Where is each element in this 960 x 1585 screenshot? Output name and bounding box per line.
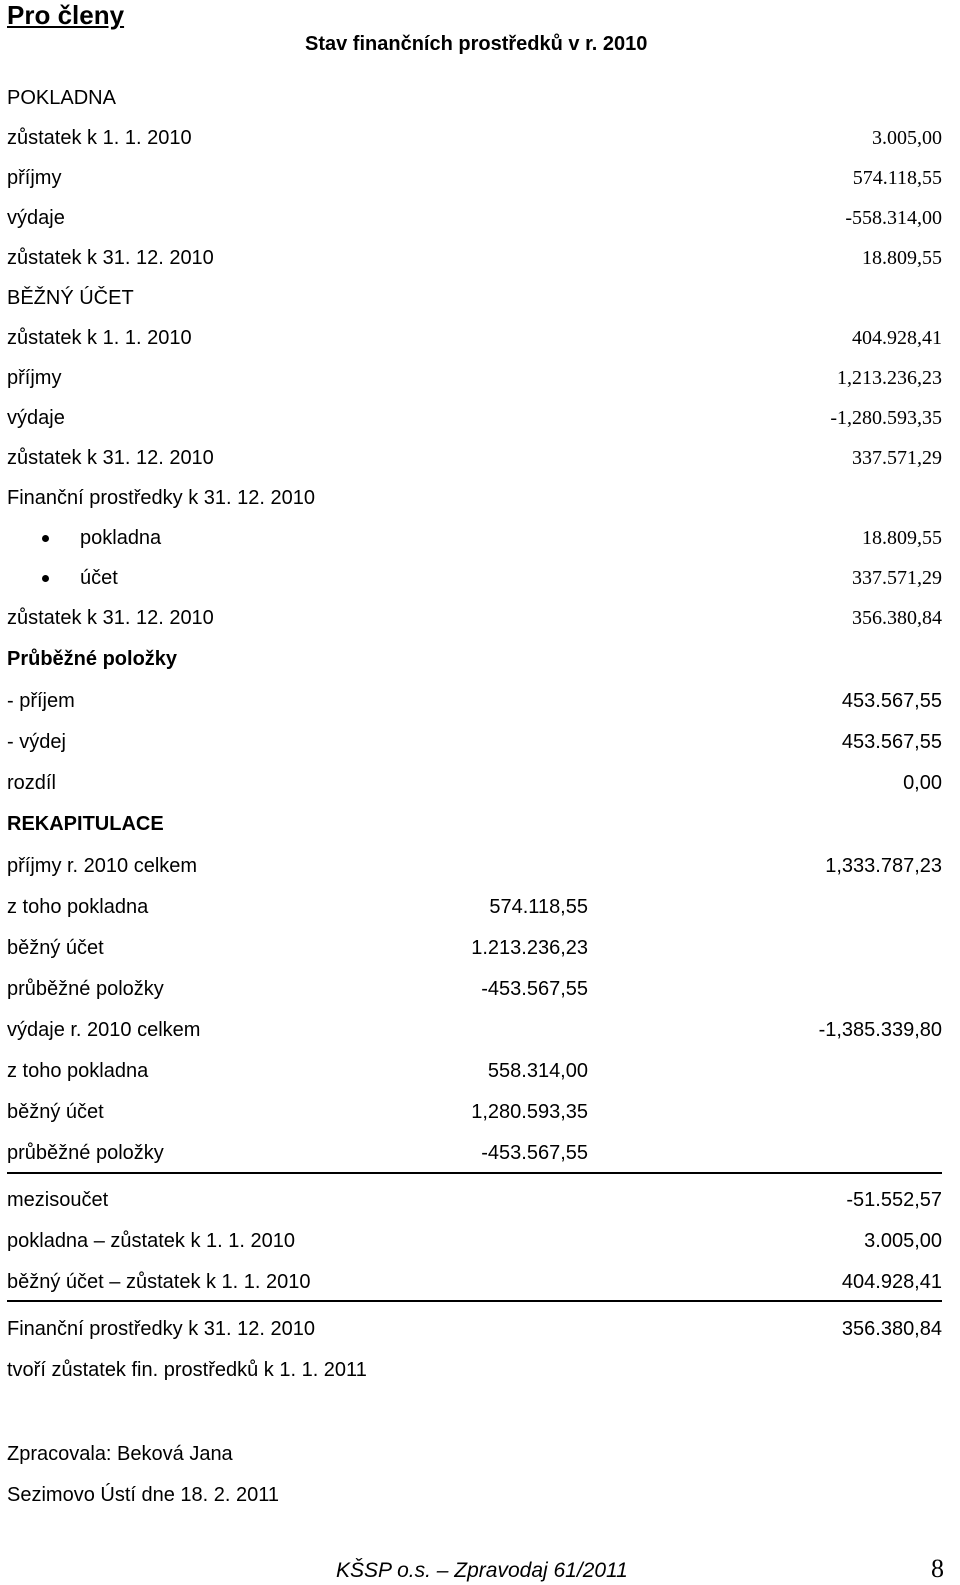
financni-bullet-label: pokladna xyxy=(80,527,162,549)
section-bezny-ucet: BĚŽNÝ ÚČET xyxy=(7,287,134,309)
summary-row-label: mezisoučet xyxy=(7,1189,109,1211)
pokladna-row-value: -558.314,00 xyxy=(845,207,942,229)
bullet-icon xyxy=(42,575,49,582)
section-financni-prostredky: Finanční prostředky k 31. 12. 2010 xyxy=(7,487,315,509)
bezny-ucet-row-label: zůstatek k 1. 1. 2010 xyxy=(7,327,192,349)
pokladna-row-value: 574.118,55 xyxy=(852,167,942,189)
prubezne-row-label: - výdej xyxy=(7,731,66,753)
vydaje-item-label: z toho pokladna xyxy=(7,1060,149,1082)
vydaje-total-label: výdaje r. 2010 celkem xyxy=(7,1019,201,1041)
pokladna-row-label: zůstatek k 31. 12. 2010 xyxy=(7,247,214,269)
bezny-ucet-row-label: výdaje xyxy=(7,407,65,429)
prubezne-row-value: 453.567,55 xyxy=(841,690,942,712)
divider xyxy=(7,1172,942,1174)
financni-bullet-value: 337.571,29 xyxy=(852,567,942,589)
summary-row-label: běžný účet – zůstatek k 1. 1. 2010 xyxy=(7,1271,311,1293)
prijmy-total-value: 1,333.787,23 xyxy=(825,855,942,877)
section-pokladna: POKLADNA xyxy=(7,87,116,109)
final-total-label: Finanční prostředky k 31. 12. 2010 xyxy=(7,1318,315,1340)
bezny-ucet-row-label: zůstatek k 31. 12. 2010 xyxy=(7,447,214,469)
summary-row-value: 3.005,00 xyxy=(864,1230,942,1252)
prepared-by: Zpracovala: Beková Jana xyxy=(7,1443,233,1465)
place-date: Sezimovo Ústí dne 18. 2. 2011 xyxy=(7,1484,280,1506)
summary-row-value: 404.928,41 xyxy=(841,1271,942,1293)
summary-row-value: -51.552,57 xyxy=(846,1189,942,1211)
pokladna-row-value: 18.809,55 xyxy=(862,247,942,269)
bullet-icon xyxy=(42,535,49,542)
financni-bullet-value: 18.809,55 xyxy=(862,527,942,549)
section-rekapitulace: REKAPITULACE xyxy=(7,813,164,835)
page-subtitle: Stav finančních prostředků v r. 2010 xyxy=(305,33,648,55)
prubezne-row-label: - příjem xyxy=(7,690,75,712)
bezny-ucet-row-value: 404.928,41 xyxy=(852,327,942,349)
prijmy-item-label: průběžné položky xyxy=(7,978,164,1000)
vydaje-item-label: průběžné položky xyxy=(7,1142,164,1164)
vydaje-item-value: -453.567,55 xyxy=(481,1142,588,1164)
final-total-value: 356.380,84 xyxy=(841,1318,942,1340)
vydaje-item-value: 1,280.593,35 xyxy=(471,1101,588,1123)
financni-total-value: 356.380,84 xyxy=(852,607,942,629)
summary-row-label: pokladna – zůstatek k 1. 1. 2010 xyxy=(7,1230,295,1252)
bezny-ucet-row-label: příjmy xyxy=(7,367,62,389)
divider xyxy=(7,1300,942,1302)
page-title: Pro členy xyxy=(7,0,125,30)
page-number: 8 xyxy=(931,1554,944,1583)
prubezne-row-label: rozdíl xyxy=(7,772,56,794)
bezny-ucet-row-value: 1,213.236,23 xyxy=(837,367,942,389)
vydaje-item-label: běžný účet xyxy=(7,1101,104,1123)
prubezne-row-value: 453.567,55 xyxy=(841,731,942,753)
financni-bullet-label: účet xyxy=(80,567,118,589)
prijmy-item-value: 574.118,55 xyxy=(489,896,588,918)
final-note: tvoří zůstatek fin. prostředků k 1. 1. 2011 xyxy=(7,1359,367,1381)
pokladna-row-label: příjmy xyxy=(7,167,62,189)
prubezne-row-value: 0,00 xyxy=(903,772,942,794)
prijmy-item-label: běžný účet xyxy=(7,937,104,959)
section-prubezne-polozky: Průběžné položky xyxy=(7,648,178,670)
prijmy-item-label: z toho pokladna xyxy=(7,896,149,918)
bezny-ucet-row-value: 337.571,29 xyxy=(852,447,942,469)
prijmy-total-label: příjmy r. 2010 celkem xyxy=(7,855,198,877)
vydaje-total-value: -1,385.339,80 xyxy=(818,1019,942,1041)
pokladna-row-value: 3.005,00 xyxy=(872,127,942,149)
footer-publication: KŠSP o.s. – Zpravodaj 61/2011 xyxy=(336,1559,628,1582)
bezny-ucet-row-value: -1,280.593,35 xyxy=(830,407,942,429)
pokladna-row-label: výdaje xyxy=(7,207,65,229)
financni-total-label: zůstatek k 31. 12. 2010 xyxy=(7,607,214,629)
pokladna-row-label: zůstatek k 1. 1. 2010 xyxy=(7,127,192,149)
vydaje-item-value: 558.314,00 xyxy=(487,1060,588,1082)
prijmy-item-value: -453.567,55 xyxy=(481,978,588,1000)
prijmy-item-value: 1.213.236,23 xyxy=(471,937,588,959)
